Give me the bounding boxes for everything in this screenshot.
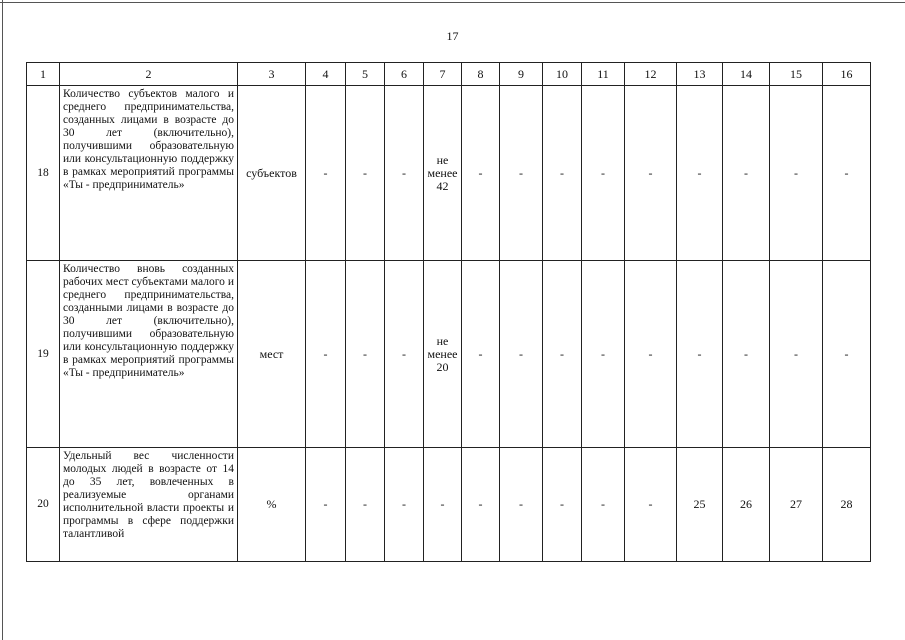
header-cell: 5 <box>346 63 385 86</box>
value-cell: - <box>677 86 723 261</box>
indicators-table <box>26 62 871 562</box>
value-cell: не менее 20 <box>424 261 462 448</box>
scan-edge-left <box>2 0 3 640</box>
header-cell: 4 <box>306 63 346 86</box>
value-cell: - <box>306 86 346 261</box>
unit-cell: мест <box>238 261 306 448</box>
value-cell: - <box>346 448 385 562</box>
page-number: 17 <box>446 29 459 43</box>
unit-cell: субъектов <box>238 86 306 261</box>
header-cell: 3 <box>238 63 306 86</box>
table-header-row <box>27 63 871 86</box>
value-cell: - <box>625 86 677 261</box>
value-cell: - <box>543 448 582 562</box>
value-cell: - <box>500 448 543 562</box>
value-cell: - <box>582 261 625 448</box>
header-cell: 14 <box>723 63 770 86</box>
value-cell: - <box>625 448 677 562</box>
value-cell: - <box>385 261 424 448</box>
value-cell: - <box>462 261 500 448</box>
value-cell: - <box>823 86 871 261</box>
value-cell: - <box>543 86 582 261</box>
value-cell: не менее 42 <box>424 86 462 261</box>
header-cell: 9 <box>500 63 543 86</box>
header-cell: 12 <box>625 63 677 86</box>
value-cell: 27 <box>770 448 823 562</box>
header-cell: 11 <box>582 63 625 86</box>
unit-cell: % <box>238 448 306 562</box>
value-cell: - <box>823 261 871 448</box>
header-cell: 10 <box>543 63 582 86</box>
table-row <box>27 261 871 448</box>
value-cell: - <box>346 261 385 448</box>
value-cell: - <box>385 448 424 562</box>
header-cell: 7 <box>424 63 462 86</box>
value-cell: - <box>543 261 582 448</box>
value-cell: - <box>306 261 346 448</box>
value-cell: - <box>424 448 462 562</box>
value-cell: - <box>582 86 625 261</box>
header-cell: 1 <box>27 63 60 86</box>
value-cell: - <box>770 86 823 261</box>
indicator-name: Количество вновь созданных рабочих мест субъектами малого и среднего предпринимательства, созданными лицами в возрасте до 30 лет (включительно), получившими образовательную или консультационную поддержку в рамках мероприятий программы «Ты - предприниматель» <box>60 261 238 448</box>
row-number: 20 <box>27 448 60 562</box>
indicator-name: Количество субъектов малого и среднего предпринимательства, созданных лицами в возрасте до 30 лет (включительно), получившими образовательную или консультационную поддержку в рамках мероприятий программы «Ты - предприниматель» <box>60 86 238 261</box>
value-cell: 26 <box>723 448 770 562</box>
row-number: 18 <box>27 86 60 261</box>
value-cell: - <box>306 448 346 562</box>
value-cell: - <box>582 448 625 562</box>
value-cell: - <box>346 86 385 261</box>
value-cell: - <box>723 86 770 261</box>
value-cell: - <box>385 86 424 261</box>
value-cell: 28 <box>823 448 871 562</box>
table-row <box>27 86 871 261</box>
value-cell: - <box>500 261 543 448</box>
table-row <box>27 448 871 562</box>
value-cell: - <box>462 86 500 261</box>
value-cell: - <box>677 261 723 448</box>
header-cell: 2 <box>60 63 238 86</box>
header-cell: 15 <box>770 63 823 86</box>
value-cell: - <box>462 448 500 562</box>
value-cell: - <box>723 261 770 448</box>
value-cell: 25 <box>677 448 723 562</box>
header-cell: 8 <box>462 63 500 86</box>
value-cell: - <box>500 86 543 261</box>
scan-edge-top <box>0 2 905 3</box>
header-cell: 6 <box>385 63 424 86</box>
header-cell: 16 <box>823 63 871 86</box>
value-cell: - <box>625 261 677 448</box>
row-number: 19 <box>27 261 60 448</box>
header-cell: 13 <box>677 63 723 86</box>
indicator-name: Удельный вес численности молодых людей в возрасте от 14 до 35 лет, вовлеченных в реализуемые органами исполнительной власти проекты и программы в сфере поддержки талантливой <box>60 448 238 562</box>
value-cell: - <box>770 261 823 448</box>
